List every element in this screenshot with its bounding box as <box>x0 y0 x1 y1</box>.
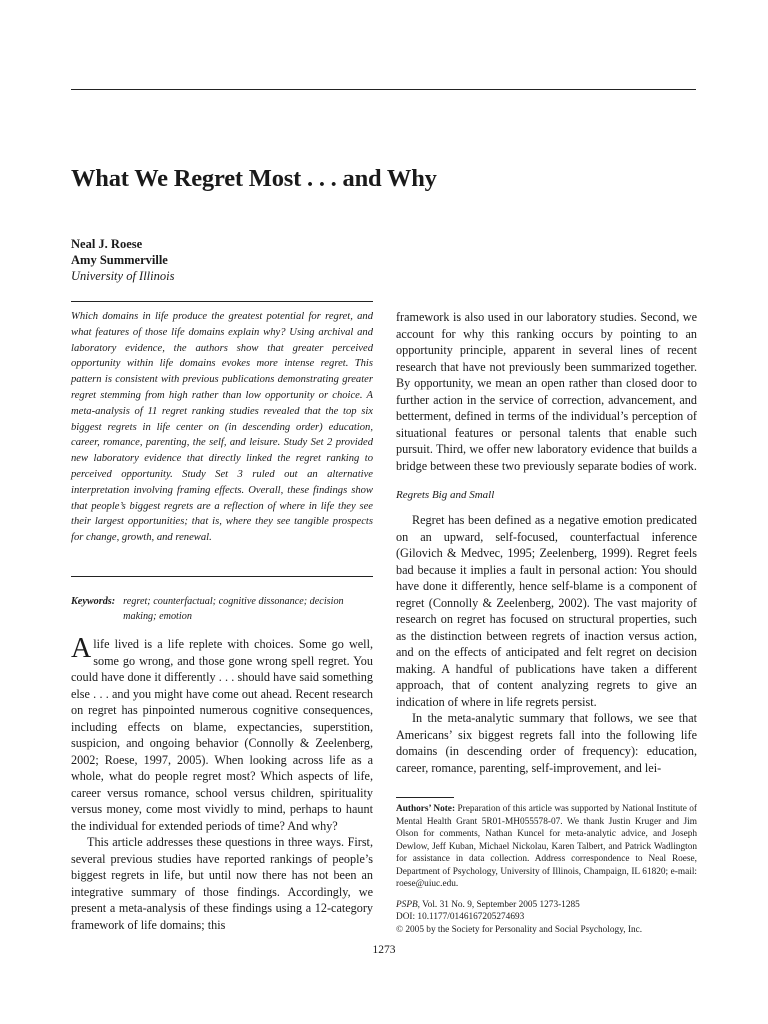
copyright: © 2005 by the Society for Personality and Social Psychology, Inc. <box>396 924 643 935</box>
article-title: What We Regret Most . . . and Why <box>71 165 437 192</box>
left-column-body <box>71 633 373 933</box>
authors-note-text: Preparation of this article was supported by National Institute of Mental Health Grant 5R01-MH055578-07. We thank Justin Kruger and Jim Olson for comments, Nathan Kuncel for meta-analytic advice, and Joseph Dewlow, Jeff Kuban, Michael Nickolau, Karen Talbert, and Patrick Wadlington for assistance in data collection. Address correspondence to Neal Roese, Department of Psychology, University of Illinois, Champaign, IL 61820; e-mail: roese@uiuc.edu. <box>396 804 697 889</box>
doi: DOI: 10.1177/0146167205274693 <box>396 912 525 923</box>
keywords-label: Keywords: <box>71 596 116 607</box>
authors-note <box>396 803 697 891</box>
right-column-top <box>396 309 697 474</box>
journal-name: PSPB, <box>396 900 421 910</box>
keywords <box>71 594 373 624</box>
affiliation: University of Illinois <box>71 269 175 283</box>
intro-paragraph <box>71 633 373 834</box>
author-name: Amy Summerville <box>71 253 168 267</box>
paragraph: framework is also used in our laboratory studies. Second, we account for why this ranking occurs by pointing to an opportunity principle, apparent in several lines of recent research that have not previously been summarized together. By opportunity, we mean an open rather than closed door to further action in the service of correction, advancement, and betterment, defined in terms of the individual’s perception of situational features or personal talents that enable such pursuit. Third, we offer new laboratory evidence that builds a bridge between these two previously separate bodies of work. <box>396 310 697 473</box>
author-block <box>71 236 174 284</box>
abstract-rule-bottom <box>71 576 373 577</box>
keywords-list: regret; counterfactual; cognitive dissonance; decision making; emotion <box>123 596 344 622</box>
paragraph: In the meta-analytic summary that follows, we see that Americans’ six biggest regrets fall into the following life domains (in descending order of frequency): education, career, romance, parenting, self-improvement, and lei- <box>396 711 697 775</box>
header-rule <box>71 89 696 90</box>
author-name: Neal J. Roese <box>71 237 143 251</box>
footnote-rule <box>396 797 454 798</box>
volume-info: Vol. 31 No. 9, September 2005 1273-1285 <box>420 900 580 910</box>
abstract: Which domains in life produce the greatest potential for regret, and what features of those life domains explain why? Using archival and laboratory evidence, the authors show that greater perceived opportunity within life domains evokes more intense regret. This pattern is consistent with previous publications demonstrating greater regret stemming from high rather than low opportunity or choice. A meta-analysis of 11 regret ranking studies revealed that the top six biggest regrets in life center on (in descending order) education, career, romance, parenting, the self, and leisure. Study Set 2 provided new laboratory evidence that directly linked the regret ranking to perceived opportunity. Study Set 3 ruled out an alternative interpretation involving framing effects. Overall, these findings show that people’s biggest regrets are a reflection of where in life they see their largest opportunities; that is, where they see tangible prospects for change, growth, and renewal. <box>71 311 373 544</box>
drop-cap: A <box>71 633 92 664</box>
abstract-rule-top <box>71 301 373 302</box>
intro-text: life lived is a life replete with choices. Some go well, some go wrong, and those gone wrong spell regret. You could have done it differently . . . should have said something else . . . and you might have come out ahead. Recent research on regret has pinpointed numerous cognitive consequences, including effects on blame, expectancies, superstition, suspicion, and ongoing behavior (Connolly & Zeelenberg, 2002; Roese, 1997, 2005). When looking across life as a whole, what do people regret most? Which aspects of life, career versus romance, school versus children, spirituality versus money, come most vividly to mind, perhaps to haunt the individual for extended periods of time? And why? <box>71 637 373 833</box>
paragraph: This article addresses these questions in three ways. First, several previous studies have reported rankings of people’s biggest regrets in life, but until now there has not been an integrative summary of those findings. Accordingly, we present a meta-analysis of these findings using a 12-category framework of life domains; this <box>71 835 373 932</box>
authors-note-label: Authors’ Note: <box>396 804 456 814</box>
page-number: 1273 <box>372 944 396 956</box>
citation-block <box>396 899 697 936</box>
section-heading: Regrets Big and Small <box>396 489 495 501</box>
journal-line <box>396 899 697 911</box>
right-column-body <box>396 512 697 776</box>
paragraph: Regret has been defined as a negative emotion predicated on an upward, self-focused, counterfactual inference (Gilovich & Medvec, 1995; Zeelenberg, 1999). Regret feels bad because it implies a fault in personal action: You should have done it differently, hence self-blame is a component of regret (Connolly & Zeelenberg, 2002). The vast majority of research on regret has focused on structural properties, such as the distinction between regrets of inaction versus action, and on the effects of anticipated and felt regret on decision making. A handful of publications have taken a different approach, that of content analyzing regrets to give an indication of where in life regrets persist. <box>396 513 697 709</box>
